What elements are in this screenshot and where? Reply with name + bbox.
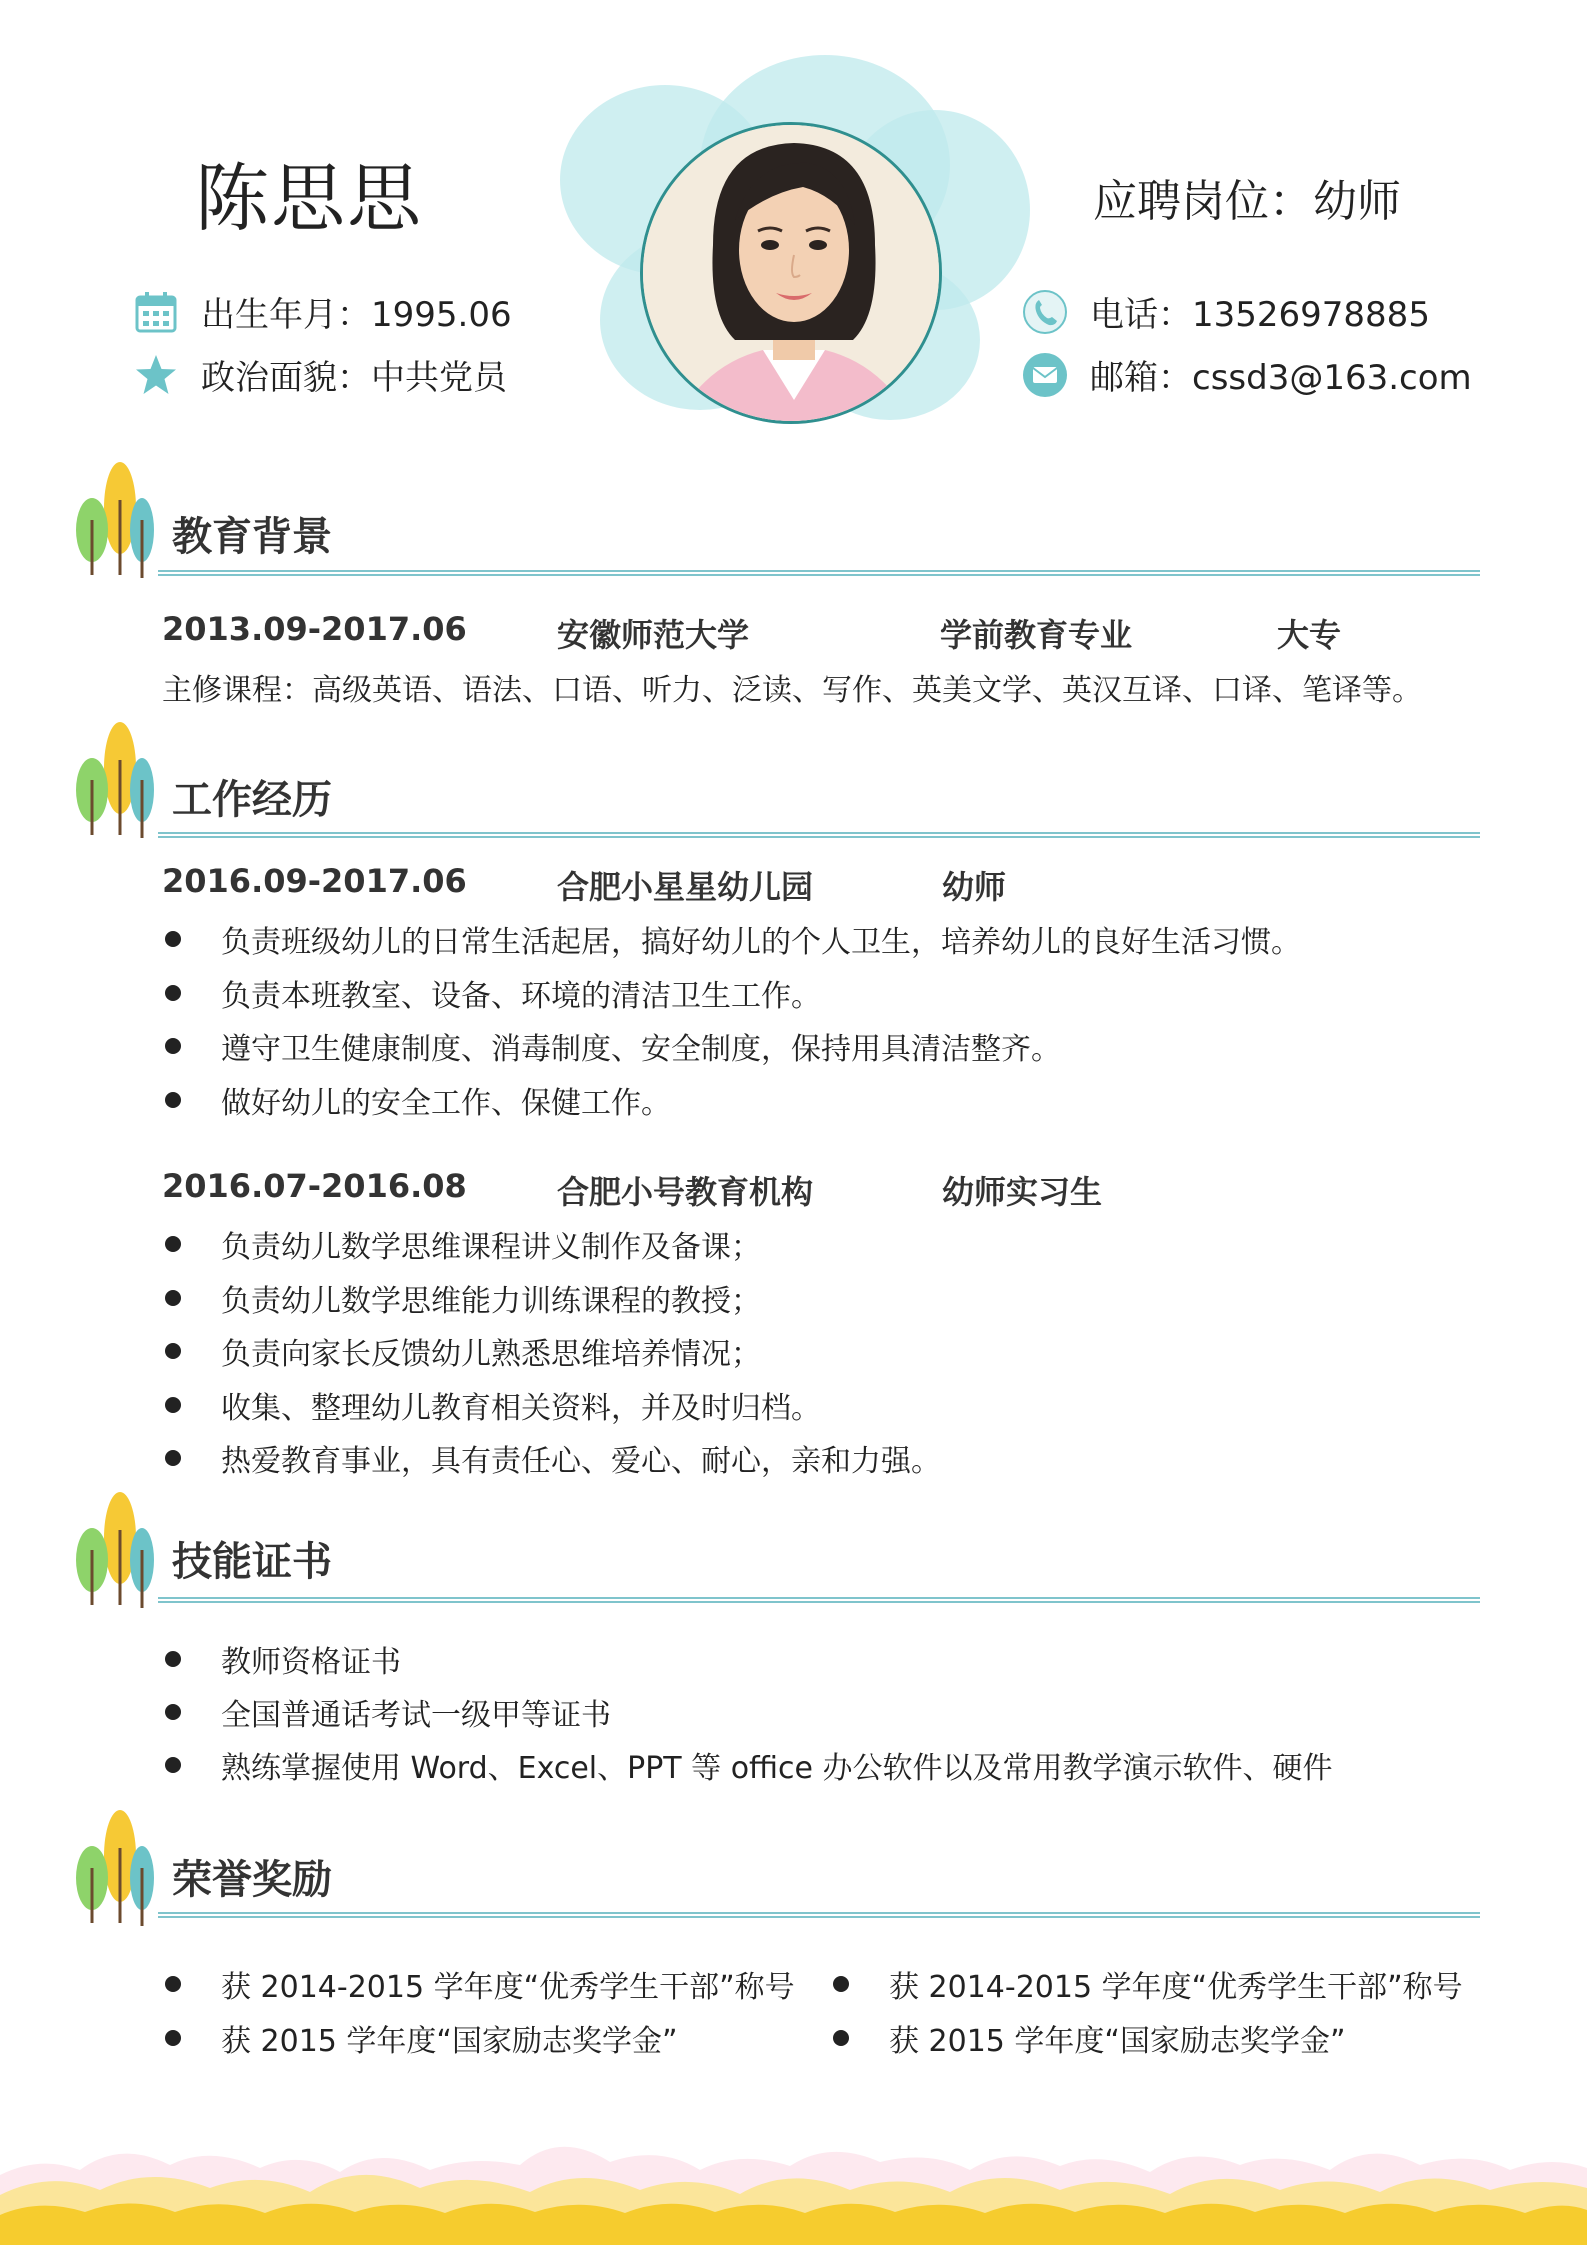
list-item: 获 2014-2015 学年度“优秀学生干部”称号: [165, 1962, 795, 2006]
section-divider: [158, 1912, 1480, 1918]
list-item: 收集、整理幼儿教育相关资料，并及时归档。: [165, 1383, 821, 1427]
politics-text: 政治面貌：中共党员: [201, 358, 507, 398]
edu-degree: 大专: [1277, 616, 1342, 654]
footer-clouds-decoration: [0, 2100, 1587, 2245]
job1-period: 2016.09-2017.06: [162, 862, 467, 900]
birth-row: [133, 287, 512, 336]
list-item: 负责幼儿数学思维能力训练课程的教授；: [165, 1276, 761, 1320]
list-item: 获 2015 学年度“国家励志奖学金”: [165, 2016, 678, 2060]
edu-period: 2013.09-2017.06: [162, 610, 467, 648]
list-item: 做好幼儿的安全工作、保健工作。: [165, 1078, 671, 1122]
phone-icon: [1022, 289, 1068, 335]
section-divider: [158, 570, 1480, 576]
section-title-work: 工作经历: [172, 777, 332, 823]
list-item: 获 2015 学年度“国家励志奖学金”: [833, 2016, 1346, 2060]
phone-text: 电话：13526978885: [1090, 295, 1430, 335]
list-item: 负责向家长反馈幼儿熟悉思维培养情况；: [165, 1329, 761, 1373]
calendar-icon: [133, 289, 179, 335]
list-item: 教师资格证书: [165, 1637, 401, 1681]
profile-photo: [640, 122, 942, 424]
applied-position: 应聘岗位：幼师: [1093, 176, 1401, 227]
section-divider: [158, 832, 1480, 838]
list-item: 负责本班教室、设备、环境的清洁卫生工作。: [165, 971, 821, 1015]
tree-icon: [70, 720, 160, 840]
politics-row: [133, 350, 507, 399]
phone-row: [1022, 287, 1430, 336]
edu-school: 安徽师范大学: [557, 616, 750, 654]
list-item: 获 2014-2015 学年度“优秀学生干部”称号: [833, 1962, 1463, 2006]
job2-role: 幼师实习生: [942, 1173, 1103, 1211]
edu-major: 学前教育专业: [940, 616, 1133, 654]
job2-period: 2016.07-2016.08: [162, 1167, 467, 1205]
job1-role: 幼师: [942, 868, 1007, 906]
list-item: 负责幼儿数学思维课程讲义制作及备课；: [165, 1222, 761, 1266]
edu-courses: 主修课程：高级英语、语法、口语、听力、泛读、写作、英美文学、英汉互译、口译、笔译等。: [162, 673, 1422, 708]
tree-icon: [70, 460, 160, 580]
tree-icon: [70, 1490, 160, 1610]
list-item: 遵守卫生健康制度、消毒制度、安全制度，保持用具清洁整齐。: [165, 1024, 1061, 1068]
list-item: 熟练掌握使用 Word、Excel、PPT 等 office 办公软件以及常用教学演示软件、硬件: [165, 1743, 1333, 1787]
mail-icon: [1022, 352, 1068, 398]
list-item: 全国普通话考试一级甲等证书: [165, 1690, 611, 1734]
list-item: 热爱教育事业，具有责任心、爱心、耐心，亲和力强。: [165, 1436, 941, 1480]
job2-org: 合肥小号教育机构: [557, 1173, 814, 1211]
email-row: [1022, 350, 1472, 399]
job1-org: 合肥小星星幼儿园: [557, 868, 814, 906]
star-icon: [133, 352, 179, 398]
list-item: 负责班级幼儿的日常生活起居，搞好幼儿的个人卫生，培养幼儿的良好生活习惯。: [165, 917, 1301, 961]
tree-icon: [70, 1808, 160, 1928]
email-text: 邮箱：cssd3@163.com: [1090, 358, 1472, 398]
section-title-education: 教育背景: [172, 514, 332, 560]
section-divider: [158, 1597, 1480, 1603]
candidate-name: 陈思思: [195, 156, 423, 242]
birth-text: 出生年月：1995.06: [201, 295, 512, 335]
section-title-honors: 荣誉奖励: [172, 1857, 332, 1903]
section-title-skills: 技能证书: [172, 1539, 332, 1585]
